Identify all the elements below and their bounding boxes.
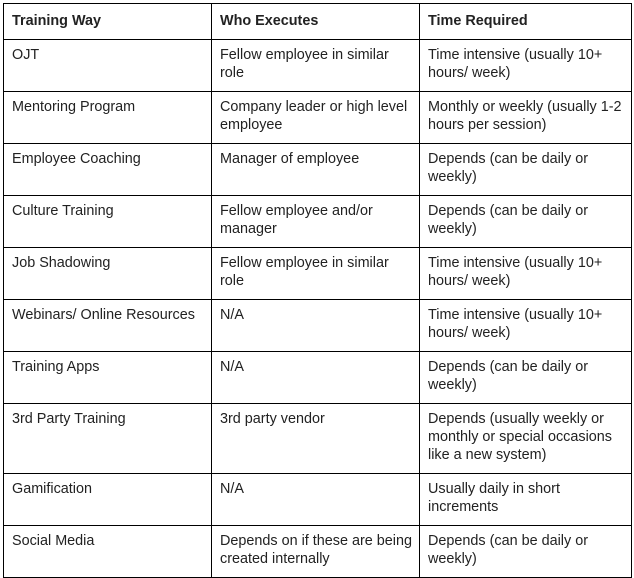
cell-who-executes: Fellow employee and/or manager <box>212 196 420 248</box>
cell-training-way: Job Shadowing <box>4 248 212 300</box>
cell-who-executes: N/A <box>212 474 420 526</box>
header-who-executes: Who Executes <box>212 4 420 40</box>
table-row <box>4 474 632 526</box>
table-header <box>4 4 632 40</box>
cell-training-way: Training Apps <box>4 352 212 404</box>
header-time-required: Time Required <box>420 4 632 40</box>
cell-who-executes: 3rd party vendor <box>212 404 420 474</box>
table-row <box>4 248 632 300</box>
table-row <box>4 92 632 144</box>
table-body <box>4 40 632 578</box>
cell-training-way: Employee Coaching <box>4 144 212 196</box>
table-row <box>4 40 632 92</box>
cell-training-way: 3rd Party Training <box>4 404 212 474</box>
cell-training-way: OJT <box>4 40 212 92</box>
cell-time-required: Monthly or weekly (usually 1-2 hours per session) <box>420 92 632 144</box>
cell-training-way: Mentoring Program <box>4 92 212 144</box>
cell-training-way: Culture Training <box>4 196 212 248</box>
cell-time-required: Usually daily in short increments <box>420 474 632 526</box>
cell-training-way: Social Media <box>4 526 212 578</box>
cell-who-executes: Manager of employee <box>212 144 420 196</box>
table-row <box>4 300 632 352</box>
header-training-way: Training Way <box>4 4 212 40</box>
cell-who-executes: Company leader or high level employee <box>212 92 420 144</box>
cell-who-executes: N/A <box>212 352 420 404</box>
cell-who-executes: Fellow employee in similar role <box>212 40 420 92</box>
cell-training-way: Webinars/ Online Resources <box>4 300 212 352</box>
table-row <box>4 404 632 474</box>
cell-time-required: Depends (usually weekly or monthly or special occasions like a new system) <box>420 404 632 474</box>
table-row <box>4 526 632 578</box>
table-row <box>4 144 632 196</box>
cell-who-executes: Fellow employee in similar role <box>212 248 420 300</box>
cell-time-required: Depends (can be daily or weekly) <box>420 196 632 248</box>
header-row <box>4 4 632 40</box>
cell-time-required: Time intensive (usually 10+ hours/ week) <box>420 248 632 300</box>
cell-time-required: Depends (can be daily or weekly) <box>420 144 632 196</box>
cell-training-way: Gamification <box>4 474 212 526</box>
cell-time-required: Depends (can be daily or weekly) <box>420 352 632 404</box>
training-methods-table <box>3 3 632 578</box>
cell-time-required: Time intensive (usually 10+ hours/ week) <box>420 40 632 92</box>
cell-who-executes: N/A <box>212 300 420 352</box>
cell-time-required: Time intensive (usually 10+ hours/ week) <box>420 300 632 352</box>
cell-who-executes: Depends on if these are being created internally <box>212 526 420 578</box>
table-row <box>4 196 632 248</box>
table-row <box>4 352 632 404</box>
cell-time-required: Depends (can be daily or weekly) <box>420 526 632 578</box>
